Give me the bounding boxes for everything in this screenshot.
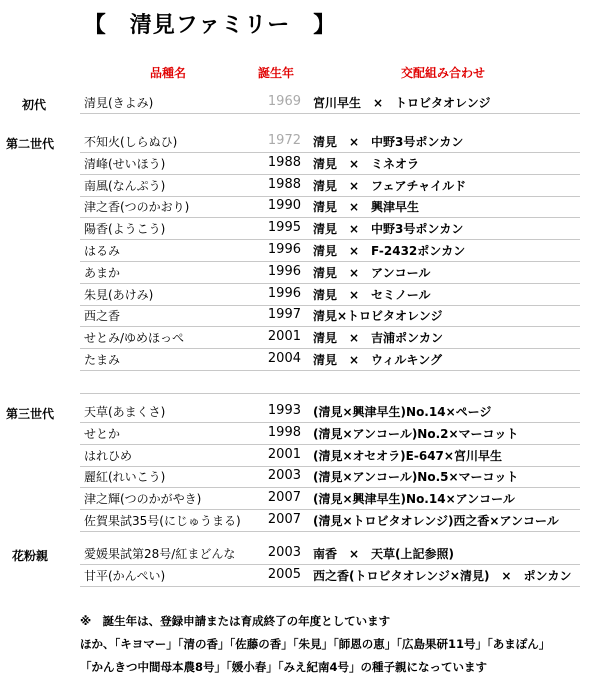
variety-name: 南風(なんぷう) <box>84 178 166 193</box>
birth-year: 2001 <box>267 446 301 462</box>
birth-year: 2003 <box>267 545 301 560</box>
table-row <box>80 444 580 467</box>
birth-year: 1995 <box>267 220 301 236</box>
birth-year: 1996 <box>267 285 301 301</box>
cross-combination: 清見 × ミネオラ <box>313 156 420 171</box>
cross-combination: 清見 × フェアチャイルド <box>313 178 467 193</box>
birth-year: 2003 <box>267 468 301 484</box>
cross-combination: 西之香(トロビタオレンジ×清見) × ポンカン <box>313 569 572 583</box>
cross-combination: 清見 × 中野3号ポンカン <box>313 222 464 237</box>
cross-combination: 清見 × アンコール <box>313 265 431 280</box>
variety-name: 朱見(あけみ) <box>84 287 154 302</box>
table-row <box>80 465 580 488</box>
cross-combination: 清見 × セミノール <box>313 287 431 302</box>
cross-combination: (清見×アンコール)No.2×マーコット <box>313 426 519 441</box>
table-header <box>0 64 600 84</box>
table-row <box>80 239 580 262</box>
cross-combination: 南香 × 天草(上記参照) <box>313 547 455 561</box>
table-row <box>80 326 580 349</box>
cross-combination: (清見×トロビタオレンジ)西之香×アンコール <box>313 514 559 528</box>
variety-name: せとか <box>84 426 121 441</box>
birth-year: 1996 <box>267 242 301 257</box>
variety-name: 清峰(せいほう) <box>84 156 166 171</box>
birth-year: 2004 <box>267 351 301 366</box>
variety-name: あまか <box>84 265 121 280</box>
birth-year: 1993 <box>267 403 301 418</box>
table-row <box>80 542 580 565</box>
birth-year: 1998 <box>267 424 301 440</box>
note-line: ※ 誕生年は、登録申請または育成終了の年度としています <box>80 614 391 628</box>
header-cross: 交配組み合わせ <box>401 66 486 80</box>
table-row <box>80 130 580 153</box>
table-row <box>80 91 580 114</box>
birth-year: 1969 <box>267 94 301 109</box>
variety-name: せとみ/ゆめほっぺ <box>84 331 185 346</box>
table-row <box>80 195 580 218</box>
birth-year: 1990 <box>267 198 301 214</box>
table-row <box>80 509 580 532</box>
cross-combination: (清見×オセオラ)E-647×宮川早生 <box>313 448 502 463</box>
gen1-label: 初代 <box>22 98 47 112</box>
variety-name: 陽香(ようこう) <box>84 222 166 237</box>
variety-name: 津之輝(つのかがやき) <box>84 492 202 507</box>
birth-year: 1988 <box>267 154 301 170</box>
birth-year: 1972 <box>267 133 301 148</box>
birth-year: 2007 <box>267 512 301 527</box>
page-title: 【 清見ファミリー 】 <box>83 13 337 38</box>
table-row <box>80 348 580 371</box>
table-row <box>80 400 580 423</box>
variety-name: はるみ <box>84 244 121 258</box>
gen3-label: 第三世代 <box>6 407 55 421</box>
cross-combination: 清見 × ウィルキング <box>313 353 442 367</box>
variety-name: はれひめ <box>84 448 133 463</box>
variety-name: 清見(きよみ) <box>84 96 154 110</box>
table-row <box>80 304 580 327</box>
birth-year: 2001 <box>267 329 301 345</box>
cross-combination: (清見×興津早生)No.14×アンコール <box>313 492 515 507</box>
cross-combination: 清見 × 中野3号ポンカン <box>313 135 464 149</box>
variety-name: 西之香 <box>84 309 121 324</box>
table-row <box>80 422 580 445</box>
birth-year: 1997 <box>267 307 301 323</box>
header-name: 品種名 <box>150 66 187 80</box>
birth-year: 2005 <box>267 567 301 582</box>
birth-year: 2007 <box>267 490 301 506</box>
table-row <box>80 261 580 284</box>
variety-name: 愛媛果試第28号/紅まどんな <box>84 547 236 561</box>
table-row <box>80 564 580 587</box>
cross-combination: 清見 × 吉浦ポンカン <box>313 331 444 346</box>
cross-combination: (清見×アンコール)No.5×マーコット <box>313 470 519 485</box>
cross-combination: (清見×興津早生)No.14×ページ <box>313 405 492 419</box>
cross-combination: 宮川早生 × トロビタオレンジ <box>313 96 491 110</box>
spacer-row <box>80 371 580 394</box>
table-row <box>80 487 580 510</box>
variety-name: たまみ <box>84 353 121 367</box>
variety-name: 佐賀果試35号(にじゅうまる) <box>84 514 241 528</box>
note-line: 「かんきつ中間母本農8号」「媛小春」「みえ紀南4号」の種子親になっています <box>80 660 487 674</box>
variety-name: 麗紅(れいこう) <box>84 470 166 485</box>
cross-combination: 清見 × 興津早生 <box>313 200 420 215</box>
variety-name: 不知火(しらぬひ) <box>84 135 178 149</box>
variety-name: 甘平(かんぺい) <box>84 569 166 583</box>
note-line: ほか、「キヨマー」「清の香」「佐藤の香」「朱見」「師恩の恵」「広島果研11号」「あまぽん」 <box>80 637 551 651</box>
birth-year: 1988 <box>267 176 301 192</box>
table-row <box>80 283 580 306</box>
cross-combination: 清見 × F-2432ポンカン <box>313 244 466 258</box>
table-row <box>80 152 580 175</box>
table-row <box>80 217 580 240</box>
variety-name: 津之香(つのかおり) <box>84 200 190 215</box>
table-row <box>80 174 580 197</box>
gen4-label: 花粉親 <box>12 549 49 563</box>
header-year: 誕生年 <box>258 66 295 80</box>
variety-name: 天草(あまくさ) <box>84 405 166 419</box>
gen2-label: 第二世代 <box>6 137 55 151</box>
cross-combination: 清見×トロビタオレンジ <box>313 309 443 324</box>
birth-year: 1996 <box>267 263 301 279</box>
